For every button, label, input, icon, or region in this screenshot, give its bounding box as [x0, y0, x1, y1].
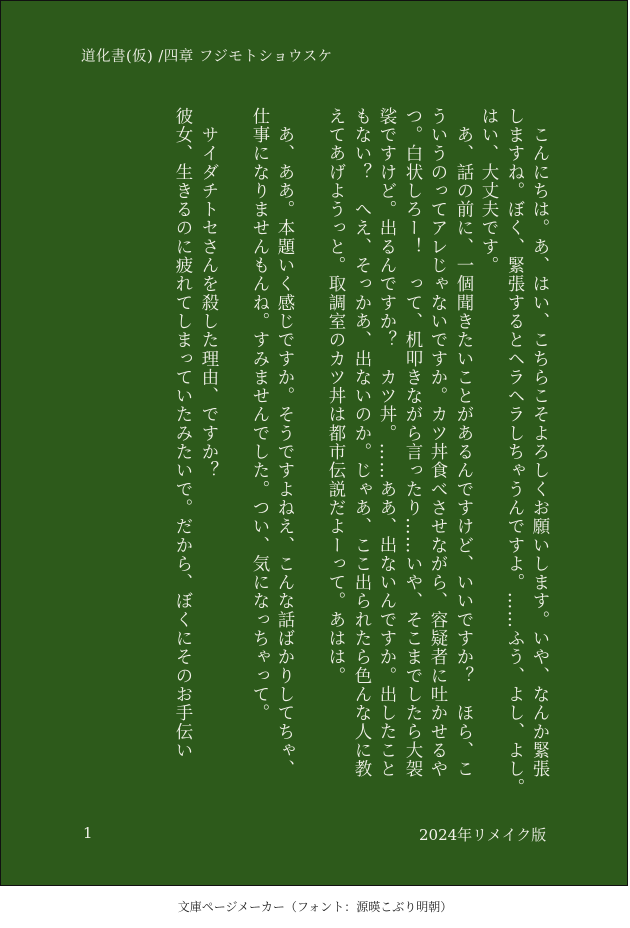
body-column: 仕事になりませんもんね。すみませんでした。つい、気になっちゃって。	[249, 107, 269, 723]
body-column: あ、ああ。本題いく感じですか。そうですよねえ、こんな話ばかりしてちゃ、	[274, 107, 294, 779]
body-column: 彼女、生きるのに疲れてしまっていたみたいで。だから、ぼくにそのお手伝い	[172, 107, 192, 760]
page-number: 1	[83, 824, 93, 842]
body-column: もない？ へえ、そっかあ、出ないのか。じゃあ、ここ出られたら色んな人に教	[351, 107, 371, 779]
body-column: サイダチトセさんを殺した理由、ですか？	[198, 107, 218, 480]
edition-label: 2024年リメイク版	[419, 826, 547, 844]
body-column: つ。白状しろー！ って、机叩きながら言ったり……いや、そこまでしたら大袈	[402, 107, 422, 779]
body-column: しますね。ぼく、緊張するとヘラヘラしちゃうんですよ。……ふう、よし、よし。	[504, 107, 524, 798]
generator-credit: 文庫ページメーカー（フォント：源暎こぶり明朝）	[177, 900, 453, 914]
body-column: こんにちは。あ、はい、こちらこそよろしくお願いします。いや、なんか緊張	[529, 107, 549, 779]
body-column: えてあげようっと。取調室のカツ丼は都市伝説だよーって。あはは。	[325, 107, 345, 686]
body-column: あ、話の前に、一個聞きたいことがあるんですけど、いいですか？ ほら、こ	[453, 107, 473, 779]
body-column: 裟ですけど。出るんですか？ カツ丼。……ああ、出ないんですか。出したこと	[376, 107, 396, 779]
page-header: 道化書(仮) /四章 フジモトショウスケ	[81, 49, 333, 65]
body-column: ういうのってアレじゃないですか。カツ丼食べさせながら、容疑者に吐かせるや	[427, 107, 447, 779]
body-column: はい、大丈夫です。	[478, 107, 498, 275]
